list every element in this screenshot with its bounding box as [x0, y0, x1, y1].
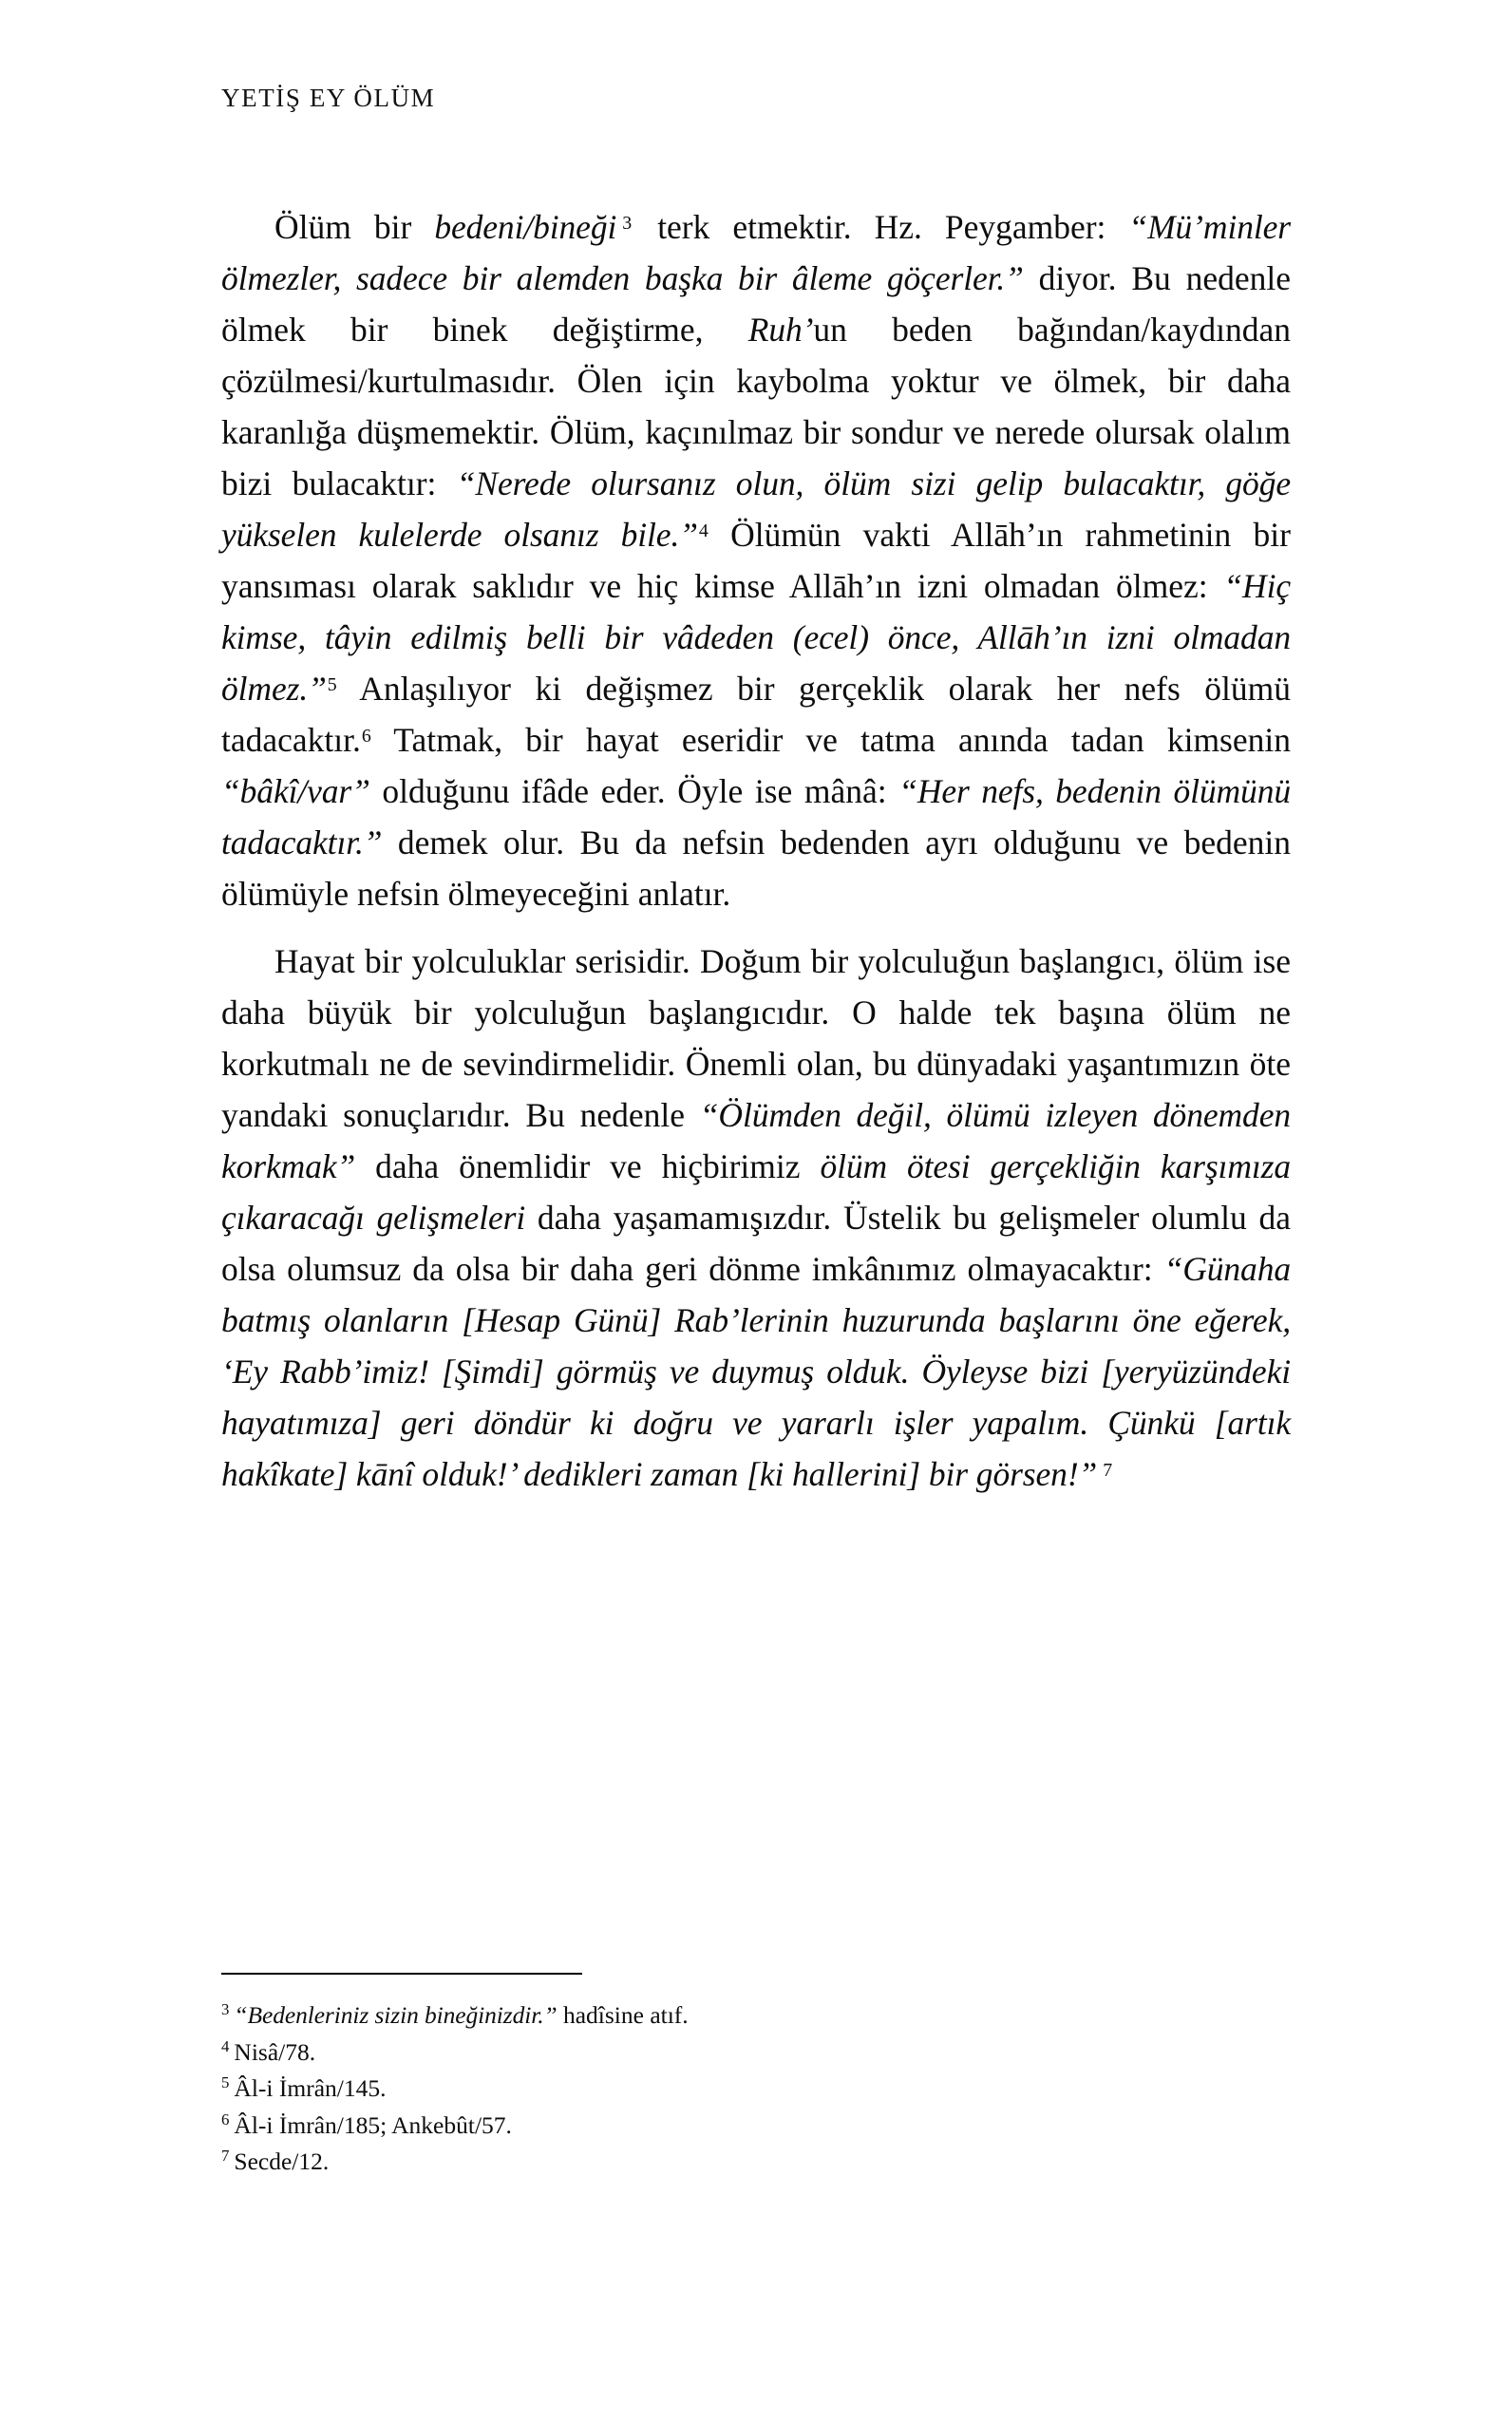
roman-run: Âl-i İmrân/185; Ankebût/57. [234, 2110, 512, 2139]
italic-run: Ruh’ [747, 311, 814, 349]
footnote-number: 4 [221, 2036, 230, 2055]
roman-run: olduğunu ifâde eder. Öyle ise mânâ: [369, 772, 899, 810]
roman-run: Tatmak, bir hayat eseridir ve tatma anında tadan kimsenin [370, 721, 1291, 759]
footnote-number: 3 [221, 2000, 230, 2019]
roman-run: Hayat bir yolculuklar serisidir. Doğum bir yolculuğun başlangıcı, ölüm ise daha büyük bir yolculuğun başlangıcıdır. O halde tek başına ölüm ne korkutmalı ne de sevindirmelidir. Önemli olan, bu dünyadaki yaşantımızın öte yandaki sonuçlarıdır. Bu nedenle [221, 942, 1291, 1134]
roman-run: hadîsine atıf. [557, 2001, 689, 2029]
roman-run: Âl-i İmrân/145. [234, 2074, 387, 2102]
italic-run: “Bedenleriniz sizin bineğinizdir.” [234, 2001, 558, 2029]
footnote-item [221, 2108, 1291, 2145]
roman-run: demek olur. Bu da nefsin bedenden ayrı olduğunu ve bedenin ölümüyle nefsin ölmeyeceğini anlatır. [221, 823, 1291, 913]
roman-run: Ölümün vakti Allāh’ın rahmetinin bir yansıması olarak saklıdır ve hiç kimse Allāh’ın izni olmadan ölmez: [221, 516, 1291, 605]
footnote-marker: 6 [361, 725, 371, 747]
italic-run: “Ölümden değil, ölümü izleyen dönemden korkmak” [221, 1096, 1292, 1185]
roman-run: un beden bağından/kaydından çözülmesi/kurtulmasıdır. Ölen için kaybolma yoktur ve ölmek, bir daha karanlığa düşmemektir. Ölüm, kaçınılmaz bir sondur ve nerede olursak olalım bizi bulacaktır: [221, 311, 1291, 502]
italic-run: ölüm ötesi gerçekliğin karşımıza çıkaracağı gelişmeleri [221, 1147, 1291, 1237]
italic-run: “Günaha batmış olanların [Hesap Günü] Rab’lerinin huzurunda başlarını öne eğerek, ‘Ey Rabb’imiz! [Şimdi] görmüş ve duymuş olduk. Öyleyse bizi [yeryüzündeki hayatımıza] geri döndür ki doğru ve yararlı işler yapalım. Çünkü [artık hakîkate] kānî olduk!’ dedikleri zaman [ki hallerini] bir görsen!” [221, 1250, 1291, 1493]
italic-run: “Mü’minler ölmezler, sadece bir alemden başka bir âleme göçerler.” [221, 208, 1291, 297]
roman-run: daha yaşamamışızdır. Üstelik bu gelişmeler olumlu da olsa olumsuz da olsa bir daha geri dönme imkânımız olmayacaktır: [221, 1199, 1291, 1288]
footnote-marker: 5 [327, 673, 337, 695]
footnote-marker: 3 [622, 212, 633, 234]
body-paragraph [221, 201, 1291, 919]
footnote-number: 6 [221, 2110, 230, 2129]
roman-run: Anlaşılıyor ki değişmez bir gerçeklik olarak her nefs ölümü tadacaktır. [221, 670, 1291, 759]
roman-run: Nisâ/78. [234, 2037, 316, 2066]
roman-run: daha önemlidir ve hiçbirimiz [355, 1147, 821, 1185]
body-paragraph [221, 936, 1291, 1500]
roman-run: diyor. Bu nedenle ölmek bir binek değiştirme, [221, 259, 1291, 349]
roman-run: terk etmektir. Hz. Peygamber: [634, 208, 1129, 246]
footnote-item [221, 1997, 1291, 2034]
running-head: YETİŞ EY ÖLÜM [221, 84, 436, 112]
footnote-marker: 7 [1103, 1459, 1113, 1481]
italic-run: “bâkî/var” [221, 772, 370, 810]
italic-run: bedeni/bineği [434, 208, 617, 246]
text-column [221, 201, 1291, 1500]
roman-run: Secde/12. [234, 2148, 330, 2175]
footnote-number: 7 [221, 2147, 230, 2166]
footnote-item [221, 2034, 1291, 2072]
footnote-number: 5 [221, 2073, 230, 2092]
footnote-separator-rule [221, 1973, 582, 1975]
footnote-marker: 4 [698, 520, 709, 541]
footnote-item [221, 2144, 1291, 2181]
italic-run: “Her nefs, bedenin ölümünü tadacaktır.” [221, 772, 1291, 861]
footnote-list [221, 1997, 1291, 2181]
italic-run: “Hiç kimse, tâyin edilmiş belli bir vâdeden (ecel) önce, Allāh’ın izni olmadan ölmez.” [221, 567, 1291, 708]
roman-run: Ölüm bir [274, 208, 435, 246]
footnote-item [221, 2071, 1291, 2108]
italic-run: “Nerede olursanız olun, ölüm sizi gelip bulacaktır, göğe yükselen kulelerde olsanız bile.” [221, 464, 1292, 554]
